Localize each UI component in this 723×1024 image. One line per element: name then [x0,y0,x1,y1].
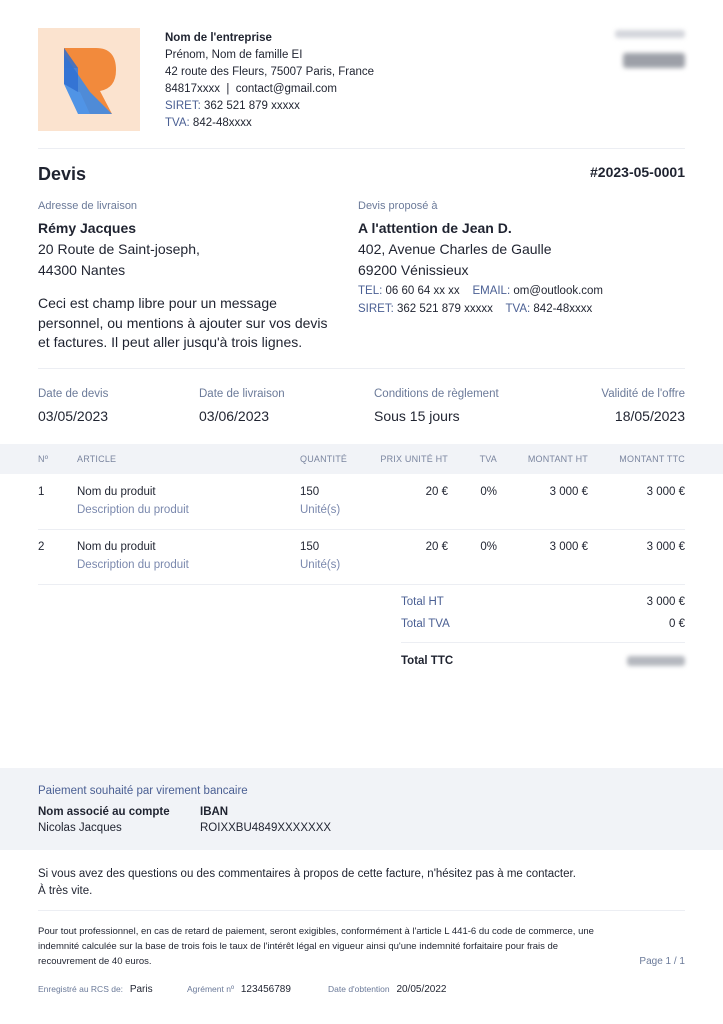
recipient-address [358,218,552,281]
delivery-date: 03/06/2023 [199,408,270,424]
company-contact [165,81,374,98]
account-name-label: Nom associé au compte [38,806,170,818]
row-unit: Unité(s) [300,504,341,516]
th-article: ARTICLE [77,454,117,464]
rcs-label: Enregistré au RCS de: [38,984,124,994]
company-tva-label: TVA: [165,117,190,129]
recipient-line2: 69200 Vénissieux [358,262,469,278]
validity-date: 18/05/2023 [614,408,685,424]
quote-number: #2023-05-0001 [590,164,685,180]
row-product-desc: Description du produit [77,504,189,516]
divider [38,148,685,149]
payment-terms-label: Conditions de règlement [374,388,499,400]
iban-label: IBAN [200,806,229,818]
agrement-value: 123456789 [240,984,291,995]
delivery-label: Adresse de livraison [38,200,138,212]
total-ht: 3 000 € [646,596,685,608]
message-line2: personnel, ou mentions à ajouter sur vos devis [38,314,328,331]
date-obtention-label: Date d'obtention [328,984,390,994]
row-product-name: Nom du produit [77,541,156,553]
account-name: Nicolas Jacques [38,822,122,834]
company-email[interactable]: contact@gmail.com [235,83,337,95]
validity-label: Validité de l'offre [601,388,685,400]
row-unit-price: 20 € [425,541,448,553]
payment-title: Paiement souhaité par virement bancaire [38,785,248,797]
delivery-line2: 44300 Nantes [38,262,126,278]
th-amount-ttc: MONTANT TTC [619,454,685,464]
divider [38,910,685,911]
footer-rcs [38,984,153,995]
row-tva: 0% [480,486,497,498]
row-number: 2 [38,541,45,553]
th-unit-price: PRIX UNITÉ HT [380,454,448,464]
delivery-date-label: Date de livraison [199,388,285,400]
total-tva: 0 € [669,618,685,630]
divider [38,368,685,369]
row-unit-price: 20 € [425,486,448,498]
legal-notice: Pour tout professionnel, en cas de retard de paiement, seront exigibles, conformément à l'article L 441-6 du code de commerce, une indemnité calculée sur la base de trois fois le taux de l'intérêt légal en vigueur ainsi qu'une indemnité forfaitaire pour frais de recouvrement de 40 euros. [38,926,594,967]
rcs-value: Paris [129,984,153,995]
recipient-tel-label: TEL: [358,285,383,297]
recipient-email[interactable]: om@outlook.com [513,285,604,297]
recipient-label: Devis proposé à [358,200,438,212]
company-siret-value: 362 521 879 xxxxx [204,100,300,112]
row-divider [38,529,685,530]
row-product-name: Nom du produit [77,486,156,498]
closing-line1: Si vous avez des questions ou des commentaires à propos de cette facture, n'hésitez pas à me contacter. [38,868,576,880]
total-tva-label: Total TVA [401,618,450,630]
recipient-tva: 842-48xxxx [533,303,593,315]
quote-date: 03/05/2023 [38,408,109,424]
blurred-total-ttc [627,656,685,666]
message-line3: et factures. Il peut aller jusqu'à trois lignes. [38,334,303,350]
footer-date [328,984,447,995]
row-amount-ttc: 3 000 € [646,541,685,553]
row-quantity: 150 [300,541,320,553]
row-amount-ht: 3 000 € [549,486,588,498]
logo-r-icon [38,28,140,131]
row-product-desc: Description du produit [77,559,189,571]
closing-message [38,866,576,900]
recipient-email-label: EMAIL: [472,285,511,297]
recipient-siret: 362 521 879 xxxxx [397,303,493,315]
blurred-amount-value [623,53,685,68]
blurred-amount-label [615,30,685,38]
total-ttc-label: Total TTC [401,655,454,667]
free-message [38,294,328,353]
payment-terms: Sous 15 jours [374,408,460,424]
message-line1: Ceci est champ libre pour un message [38,295,277,311]
totals-divider [401,642,685,643]
company-owner: Prénom, Nom de famille EI [165,49,303,61]
company-siret [165,98,374,115]
company-name: Nom de l'entreprise [165,32,272,44]
row-number: 1 [38,486,45,498]
recipient-siret-label: SIRET: [358,303,394,315]
iban-value: ROIXXBU4849XXXXXXX [200,822,332,834]
th-amount-ht: MONTANT HT [527,454,588,464]
row-divider [38,584,685,585]
th-no: Nº [38,454,49,464]
footer-agrement [187,984,291,995]
recipient-contact [358,282,603,318]
delivery-name: Rémy Jacques [38,220,137,236]
company-phone: 84817xxxx [165,83,220,95]
date-obtention-value: 20/05/2022 [396,984,447,995]
row-amount-ttc: 3 000 € [646,486,685,498]
row-quantity: 150 [300,486,320,498]
company-address: 42 route des Fleurs, 75007 Paris, France [165,66,375,78]
quote-date-label: Date de devis [38,388,109,400]
row-unit: Unité(s) [300,559,341,571]
row-tva: 0% [480,541,497,553]
company-tva [165,115,374,132]
recipient-tel: 06 60 64 xx xx [385,285,460,297]
recipient-line1: 402, Avenue Charles de Gaulle [358,241,552,257]
company-logo [38,28,140,131]
row-amount-ht: 3 000 € [549,541,588,553]
recipient-name: A l'attention de Jean D. [358,220,512,236]
closing-line2: À très vite. [38,885,93,897]
page-number: Page 1 / 1 [639,956,685,967]
contact-separator: | [226,83,230,95]
company-tva-value: 842-48xxxx [192,117,252,129]
recipient-tva-label: TVA: [505,303,531,315]
th-tva: TVA [479,454,497,464]
delivery-line1: 20 Route de Saint-joseph, [38,241,200,257]
document-title: Devis [38,164,87,184]
company-siret-label: SIRET: [165,100,201,112]
agrement-label: Agrément nº [187,984,235,994]
company-info [165,30,374,132]
th-quantity: QUANTITÉ [300,454,348,464]
total-ht-label: Total HT [401,596,444,608]
delivery-address [38,218,200,281]
